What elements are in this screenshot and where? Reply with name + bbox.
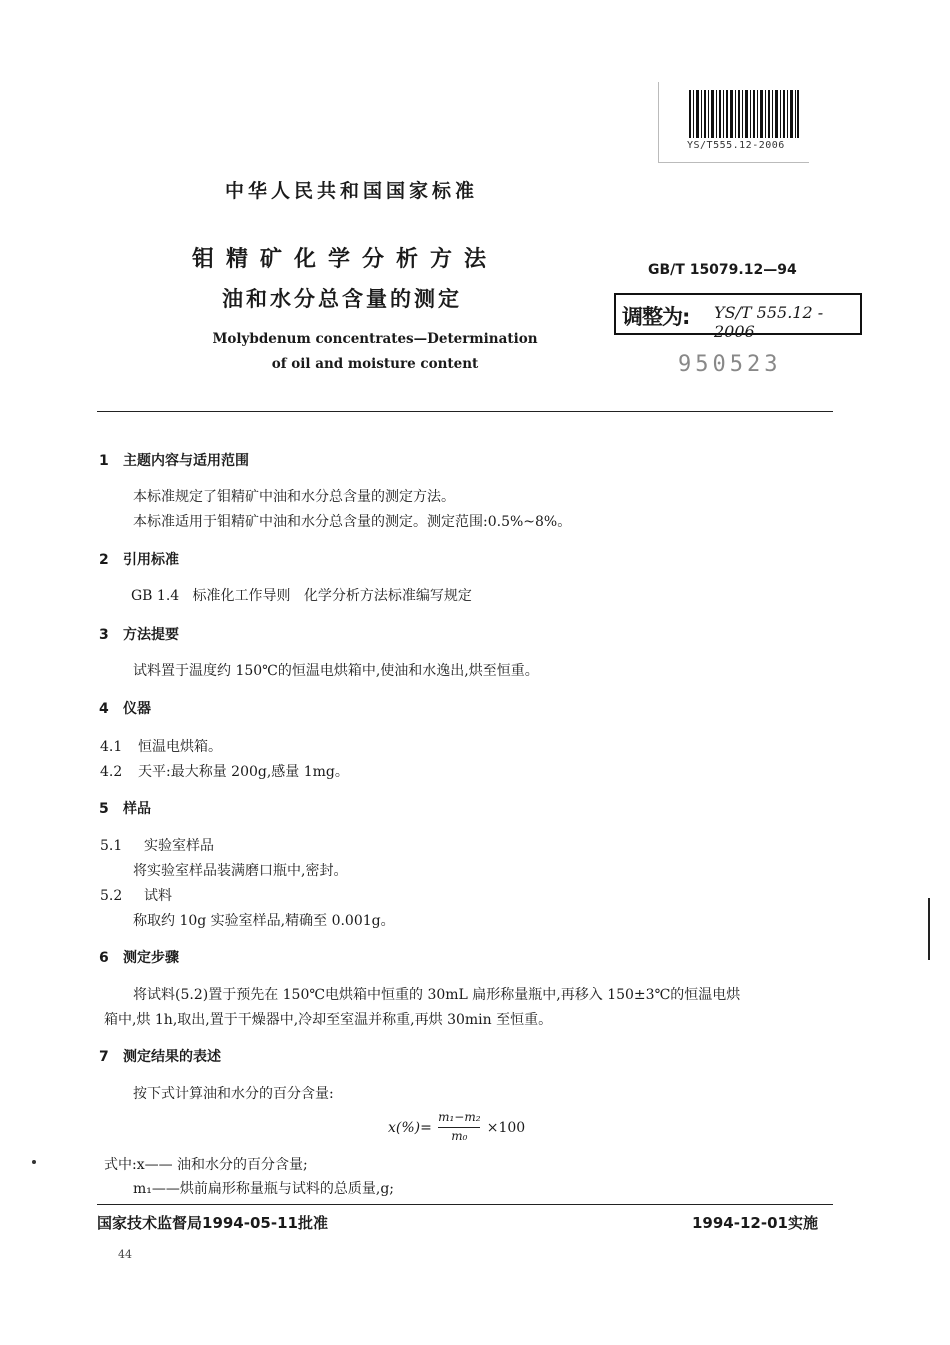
section-number: 7 (99, 1049, 109, 1065)
item-number: 5.1 (100, 838, 123, 854)
item-text: 天平:最大称量 200g,感量 1mg。 (138, 764, 349, 780)
section-7-line1: 按下式计算油和水分的百分含量: (133, 1086, 334, 1102)
section-1-line2: 本标准适用于钼精矿中油和水分总含量的测定。测定范围:0.5%~8%。 (133, 514, 572, 530)
scan-edge-mark (928, 898, 930, 960)
section-1-line1: 本标准规定了钼精矿中油和水分总含量的测定方法。 (133, 489, 455, 505)
formula-lhs: x(%)= (388, 1120, 432, 1136)
section-title: 样品 (123, 801, 151, 817)
adjust-value: YS/T 555.12 - 2006 (714, 303, 824, 341)
section-title: 仪器 (123, 701, 151, 717)
section-4-heading (99, 698, 151, 718)
section-6-line1: 将试料(5.2)置于预先在 150℃电烘箱中恒重的 30mL 扁形称量瓶中,再移入 150±3℃的恒温电烘 (133, 987, 741, 1003)
section-number: 1 (99, 453, 109, 469)
section-7-heading (99, 1046, 221, 1066)
definition-m1: m₁——烘前扁形称量瓶与试料的总质量,g; (133, 1181, 395, 1197)
barcode-code: YS/T555.12-2006 (687, 140, 785, 151)
section-1-heading (99, 450, 249, 470)
result-formula (388, 1110, 525, 1150)
title-en-line2: of oil and moisture content (271, 356, 479, 372)
section-2-line1: GB 1.4 标准化工作导则 化学分析方法标准编写规定 (131, 588, 472, 604)
item-number: 4.2 (100, 764, 123, 780)
approval-date: 国家技术监督局1994-05-11批准 (97, 1214, 328, 1232)
item-text: 试料 (144, 888, 172, 904)
barcode-area (658, 82, 809, 163)
section-6-line2: 箱中,烘 1h,取出,置于干燥器中,冷却至室温并称重,再烘 30min 至恒重。 (104, 1012, 553, 1028)
implementation-date: 1994-12-01实施 (692, 1214, 818, 1232)
section-title: 测定结果的表述 (123, 1049, 221, 1065)
barcode-image (689, 90, 799, 138)
adjusted-standard-box (614, 293, 862, 341)
title-zh-line2: 油和水分总含量的测定 (222, 287, 462, 311)
footer-divider (97, 1204, 833, 1205)
page-number: 44 (118, 1248, 132, 1261)
section-number: 6 (99, 950, 109, 966)
section-number: 4 (99, 701, 109, 717)
title-en (190, 327, 560, 377)
item-4-1 (100, 736, 222, 756)
stamp-number: 950523 (678, 352, 782, 377)
section-5-heading (99, 798, 151, 818)
section-title: 主题内容与适用范围 (123, 453, 249, 469)
item-text: 恒温电烘箱。 (138, 739, 222, 755)
national-standard-heading: 中华人民共和国国家标准 (225, 180, 479, 202)
fraction-bar (438, 1127, 480, 1128)
item-5-1 (100, 835, 214, 855)
formula-rhs: ×100 (486, 1120, 526, 1136)
scan-dot (32, 1160, 36, 1164)
section-title: 测定步骤 (123, 950, 179, 966)
section-number: 2 (99, 552, 109, 568)
item-5-2-detail: 称取约 10g 实验室样品,精确至 0.001g。 (133, 913, 395, 929)
section-title: 方法提要 (123, 627, 179, 643)
item-5-2 (100, 885, 172, 905)
section-3-heading (99, 624, 179, 644)
formula-numerator: m₁−m₂ (438, 1110, 481, 1124)
header-divider (97, 411, 833, 412)
formula-fraction (436, 1110, 482, 1146)
section-title: 引用标准 (123, 552, 179, 568)
title-en-line1: Molybdenum concentrates—Determination (212, 331, 538, 347)
definition-x: 式中:x—— 油和水分的百分含量; (104, 1157, 308, 1173)
standard-number: GB/T 15079.12—94 (648, 262, 797, 278)
section-number: 3 (99, 627, 109, 643)
section-6-heading (99, 947, 179, 967)
title-zh-line1: 钼精矿化学分析方法 (192, 247, 499, 272)
formula-denominator: m₀ (451, 1129, 468, 1143)
section-2-heading (99, 549, 179, 569)
item-5-1-detail: 将实验室样品装满磨口瓶中,密封。 (133, 863, 348, 879)
item-text: 实验室样品 (144, 838, 214, 854)
adjust-label: 调整为: (622, 305, 690, 329)
item-number: 4.1 (100, 739, 123, 755)
item-4-2 (100, 761, 349, 781)
section-3-line1: 试料置于温度约 150℃的恒温电烘箱中,使油和水逸出,烘至恒重。 (133, 663, 539, 679)
section-number: 5 (99, 801, 109, 817)
item-number: 5.2 (100, 888, 123, 904)
